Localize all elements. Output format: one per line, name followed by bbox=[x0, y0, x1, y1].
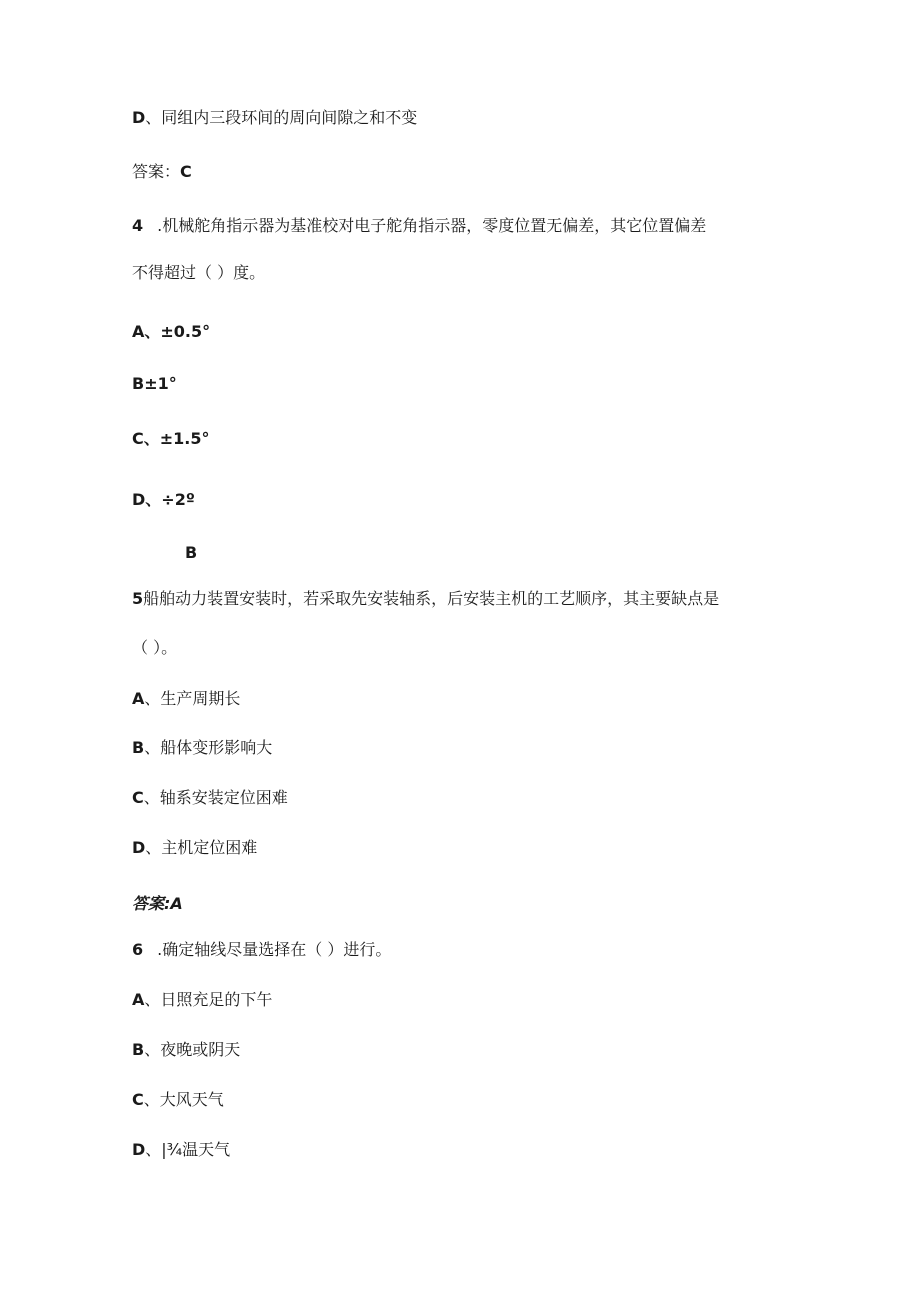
option-text: C、±1.5° bbox=[132, 429, 210, 448]
question-text: （ ）。 bbox=[132, 638, 178, 657]
option-a-q5 bbox=[132, 688, 240, 710]
option-letter: C bbox=[132, 788, 144, 807]
answer-value: C bbox=[180, 162, 192, 181]
option-b-q4 bbox=[132, 373, 177, 395]
option-b-q6 bbox=[132, 1039, 240, 1061]
option-a-q4 bbox=[132, 321, 210, 343]
option-text: D、÷2º bbox=[132, 490, 195, 509]
option-text: 、轴系安装定位困难 bbox=[143, 788, 288, 807]
answer-label: 答案： bbox=[132, 162, 181, 181]
answer-q3 bbox=[132, 161, 192, 183]
option-b-q5 bbox=[132, 737, 272, 759]
option-text: A、±0.5° bbox=[132, 322, 211, 341]
option-text: 、船体变形影响大 bbox=[144, 738, 273, 757]
option-text: 、同组内三段环间的周向间隙之和不变 bbox=[145, 108, 418, 127]
answer-q5 bbox=[132, 893, 183, 915]
option-letter: D bbox=[132, 108, 146, 127]
answer-value: B bbox=[185, 543, 198, 562]
answer-text: 答案:A bbox=[132, 894, 183, 913]
question-text: 不得超过（ ）度。 bbox=[132, 263, 266, 282]
option-text: 、主机定位困难 bbox=[145, 838, 258, 857]
question-text: .机械舵角指示器为基准校对电子舵角指示器，零度位置无偏差，其它位置偏差 bbox=[157, 216, 707, 235]
question-5 bbox=[132, 588, 719, 610]
option-letter: C bbox=[132, 1090, 144, 1109]
option-text: 、生产周期长 bbox=[144, 689, 241, 708]
answer-q4 bbox=[185, 542, 197, 564]
option-c-q4 bbox=[132, 428, 210, 450]
option-text: B±1° bbox=[132, 374, 177, 393]
option-c-q6 bbox=[132, 1089, 224, 1111]
option-text: 、夜晚或阴天 bbox=[144, 1040, 241, 1059]
option-d-q3 bbox=[132, 107, 417, 129]
question-number: 4 bbox=[132, 216, 144, 235]
option-c-q5 bbox=[132, 787, 288, 809]
option-a-q6 bbox=[132, 989, 272, 1011]
option-letter: D bbox=[132, 838, 146, 857]
option-text: 、|¾温天气 bbox=[145, 1140, 231, 1159]
question-4 bbox=[132, 215, 706, 237]
option-letter: D bbox=[132, 1140, 146, 1159]
question-text: 船舶动力装置安装时，若采取先安装轴系，后安装主机的工艺顺序，其主要缺点是 bbox=[143, 589, 720, 608]
question-6 bbox=[132, 939, 391, 961]
question-5-continued bbox=[132, 637, 177, 659]
question-4-continued bbox=[132, 262, 265, 284]
question-text: .确定轴线尽量选择在（ ）进行。 bbox=[157, 940, 392, 959]
option-text: 、大风天气 bbox=[143, 1090, 224, 1109]
option-letter: A bbox=[132, 990, 145, 1009]
question-number: 5 bbox=[132, 589, 144, 608]
option-d-q6 bbox=[132, 1139, 230, 1161]
option-text: 、日照充足的下午 bbox=[144, 990, 273, 1009]
option-letter: B bbox=[132, 738, 145, 757]
question-number: 6 bbox=[132, 940, 144, 959]
option-d-q5 bbox=[132, 837, 257, 859]
option-letter: B bbox=[132, 1040, 145, 1059]
option-letter: A bbox=[132, 689, 145, 708]
option-d-q4 bbox=[132, 489, 195, 511]
